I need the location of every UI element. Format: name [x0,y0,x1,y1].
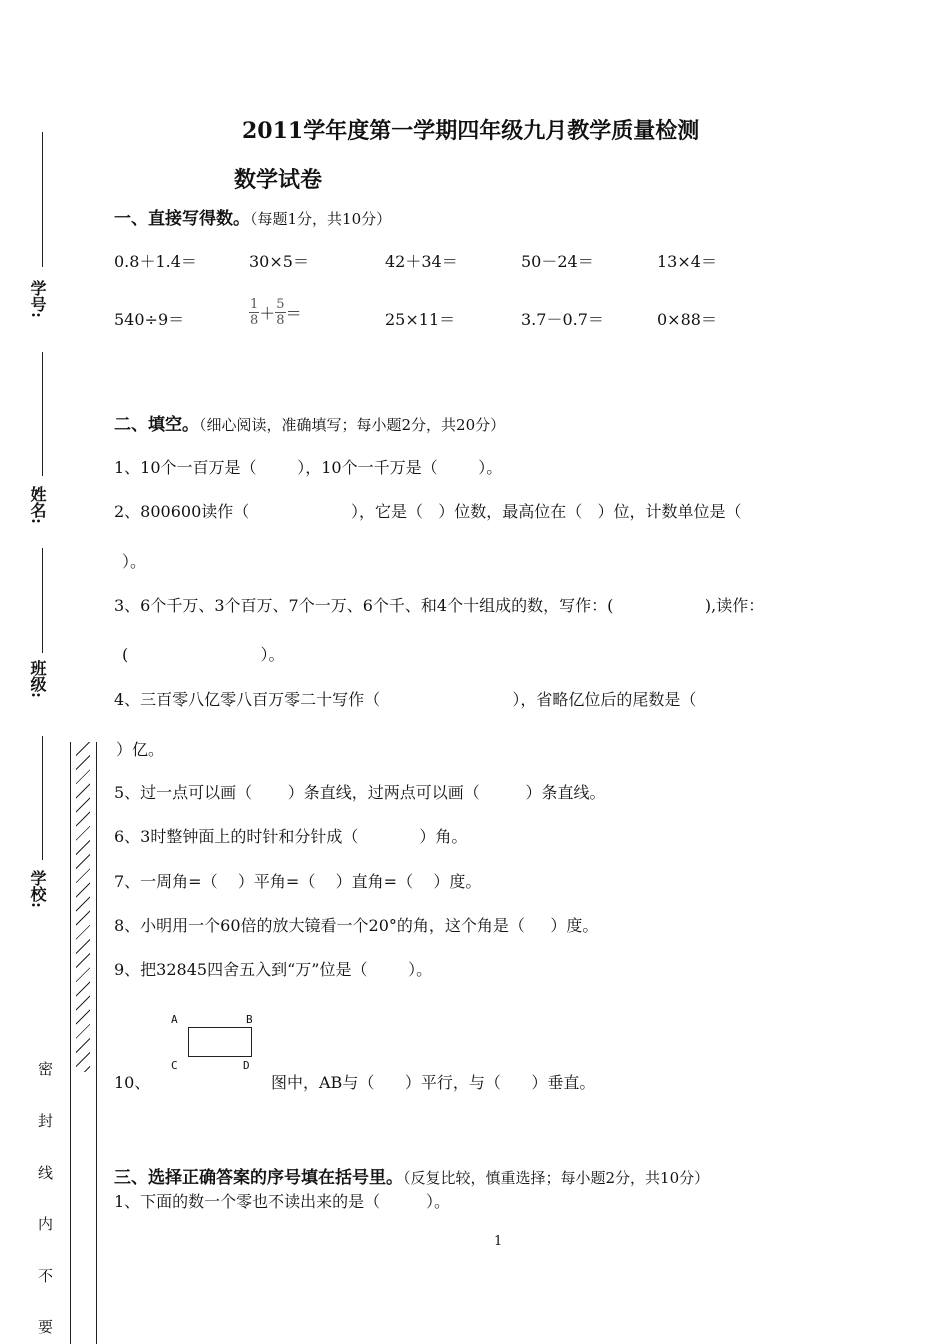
page-subtitle: 数学试卷 [234,167,323,193]
plus-sign: ＋ [259,304,276,323]
fraction-sum [249,297,302,328]
question: 图中，AB与（ ）平行，与（ ）垂直。 [271,1073,596,1092]
section3-heading [114,1163,709,1188]
question-continued: ）。 [122,552,147,571]
seal-hatch [76,742,90,1072]
question: 4、三百零八亿零八百万零二十写作（ ），省略亿位后的尾数是（ [114,690,697,709]
calc-item: 3.7－0.7＝ [521,310,604,329]
section2-heading [114,410,505,435]
calc-item: 540÷9＝ [114,310,185,329]
calc-item: 0.8＋1.4＝ [114,252,197,271]
figure-label-a: A [171,1013,178,1026]
seal-char: 要 [38,1318,54,1336]
seal-char: 不 [38,1267,54,1285]
seal-line [70,742,71,1344]
fraction: $\frac{5}{8}$ [276,297,285,328]
section2-title: 二、填空。 [114,415,199,435]
question: 9、把32845四舍五入到“万”位是（ ）。 [114,960,433,979]
margin-line [42,736,43,860]
seal-char: 线 [38,1164,54,1182]
question-continued: ( ）。 [122,645,285,664]
section3-note: （反复比较，慎重选择；每小题2分，共10分） [403,1169,710,1187]
fraction: $\frac{1}{8}$ [250,297,259,328]
section1-note: （每题1分，共10分） [250,210,392,228]
seal-char: 密 [38,1060,54,1078]
seal-line [96,742,97,1344]
section1-heading [114,204,391,229]
section3-title: 三、选择正确答案的序号填在括号里。 [114,1168,403,1188]
calc-item: 13×4＝ [657,252,717,271]
question: 7、一周角=（ ）平角=（ ）直角=（ ）度。 [114,872,482,891]
student-id-label: 学号: [28,280,47,318]
question: 1、下面的数一个零也不读出来的是（ ）。 [114,1192,450,1211]
calc-item: 50－24＝ [521,252,594,271]
figure-label-d: D [243,1059,250,1072]
margin-line [42,548,43,653]
section2-note: （细心阅读，准确填写；每小题2分，共20分） [199,416,506,434]
question: 8、小明用一个60倍的放大镜看一个20°的角，这个角是（ ）度。 [114,916,599,935]
question-number: 10、 [114,1073,151,1092]
class-label: 班级: [28,660,47,698]
calc-item: 25×11＝ [385,310,456,329]
question: 3、6个千万、3个百万、7个一万、6个千、和4个十组成的数，写作：( ),读作： [114,596,765,615]
page-title: 2011学年度第一学期四年级九月教学质量检测 [242,118,700,144]
name-label: 姓名: [28,486,47,524]
seal-char: 封 [38,1112,54,1130]
calc-item: 42＋34＝ [385,252,458,271]
page-number: 1 [494,1234,503,1249]
rectangle-figure [188,1027,252,1057]
question: 1、10个一百万是（ ），10个一千万是（ ）。 [114,458,503,477]
calc-item: 30×5＝ [249,252,309,271]
question: 5、过一点可以画（ ）条直线，过两点可以画（ ）条直线。 [114,783,606,802]
equals-sign: ＝ [285,304,302,323]
question: 2、800600读作（ ），它是（ ）位数，最高位在（ ）位，计数单位是（ [114,502,742,521]
section1-title: 一、直接写得数。 [114,209,250,229]
question-continued: ）亿。 [116,740,165,759]
figure-label-c: C [171,1059,178,1072]
calc-item: 0×88＝ [657,310,717,329]
figure-label-b: B [246,1013,253,1026]
question: 6、3时整钟面上的时针和分针成（ ）角。 [114,827,468,846]
school-label: 学校: [28,870,47,908]
margin-line [42,132,43,267]
seal-char: 内 [38,1215,54,1233]
margin-line [42,352,43,476]
